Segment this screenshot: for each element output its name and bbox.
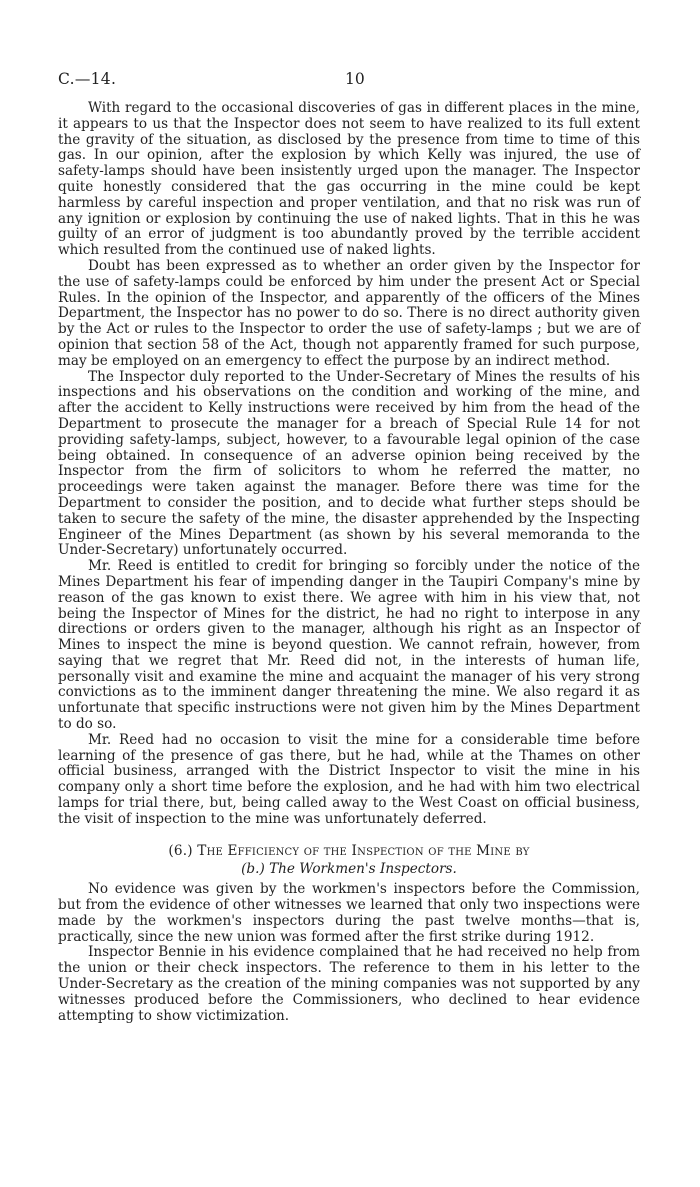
page-header [58, 70, 640, 92]
section-heading: (6.) The Efficiency of the Inspection of the Mine by [168, 842, 530, 859]
document-reference: C.—14. [58, 70, 117, 88]
page-number: 10 [345, 70, 365, 88]
paragraph-inspector-bennie: Inspector Bennie in his evidence complained that he had received no help from the union or their check inspectors. The reference to them in his letter to the Under-Secretary as the creation of the mining companies was not supported by any witnesses produced before the Commissioners, who declined to hear evidence attempting to show victimization. [58, 944, 640, 1024]
paragraph-mr-reed-visit: Mr. Reed had no occasion to visit the mine for a considerable time before learning of the presence of gas there, but he had, while at the Thames on other official business, arranged with the District Inspector to visit the mine in his company only a short time before the explosion, and he had with him two electrical lamps for trial there, but, being called away to the West Coast on official business, the visit of inspection to the mine was unfortunately deferred. [58, 731, 640, 827]
paragraph-safety-lamps-authority: Doubt has been expressed as to whether an order given by the Inspector for the use of safety-lamps could be enforced by him under the present Act or Special Rules. In the opinion of the Inspector, and apparently of the officers of the Mines Department, the Inspector has no power to do so. There is no direct authority given by the Act or rules to the Inspector to order the use of safety-lamps ; but we are of opinion that section 58 of the Act, though not apparently framed for such purpose, may be employed on an emergency to effect the purpose by an indirect method. [58, 257, 640, 369]
document-body [58, 101, 640, 1024]
paragraph-workmens-inspectors: No evidence was given by the workmen's inspectors before the Commission, but from the evidence of other witnesses we learned that only two inspections were made by the workmen's inspectors during the past twelve months—that is, practically, since the new union was formed after the first strike during 1912. [58, 881, 640, 945]
paragraph-gas-discoveries: With regard to the occasional discoveries of gas in different places in the mine, it appears to us that the Inspector does not seem to have realized to its full extent the gravity of the situation, as disclosed by the presence from time to time of this gas. In our opinion, after the explosion by which Kelly was injured, the use of safety-lamps should have been insistently urged upon the manager. The Inspector quite honestly considered that the gas occurring in the mine could be kept harmless by careful inspection and proper ventilation, and that no risk was run of any ignition or explosion by continuing the use of naked lights. That in this he was guilty of an error of judgment is too abundantly proved by the terrible accident which resulted from the continued use of naked lights. [58, 100, 640, 259]
paragraph-inspector-report: The Inspector duly reported to the Under-Secretary of Mines the results of his inspections and his observations on the condition and working of the mine, and after the accident to Kelly instructions were received by him from the head of the Department to prosecute the manager for a breach of Special Rule 14 for not providing safety-lamps, subject, however, to a favourable legal opinion of the case being obtained. In consequence of an adverse opinion being received by the Inspector from the firm of solicitors to whom he referred the matter, no proceedings were taken against the manager. Before there was time for the Department to consider the position, and to decide what further steps should be taken to secure the safety of the mine, the disaster apprehended by the Inspecting Engineer of the Mines Department (as shown by his several memoranda to the Under-Secretary) unfortunately occurred. [58, 368, 640, 559]
section-subheading: (b.) The Workmen's Inspectors. [241, 861, 457, 878]
paragraph-mr-reed-credit: Mr. Reed is entitled to credit for bringing so forcibly under the notice of the Mines Department his fear of impending danger in the Taupiri Company's mine by reason of the gas known to exist there. We agree with him in his view that, not being the Inspector of Mines for the district, he had no right to interpose in any directions or orders given to the manager, although his right as an Inspector of Mines to inspect the mine is beyond question. We cannot refrain, however, from saying that we regret that Mr. Reed did not, in the interests of human life, personally visit and examine the mine and acquaint the manager of his very strong convictions as to the imminent danger threatening the mine. We also regard it as unfortunate that specific instructions were not given him by the Mines Department to do so. [58, 558, 640, 733]
